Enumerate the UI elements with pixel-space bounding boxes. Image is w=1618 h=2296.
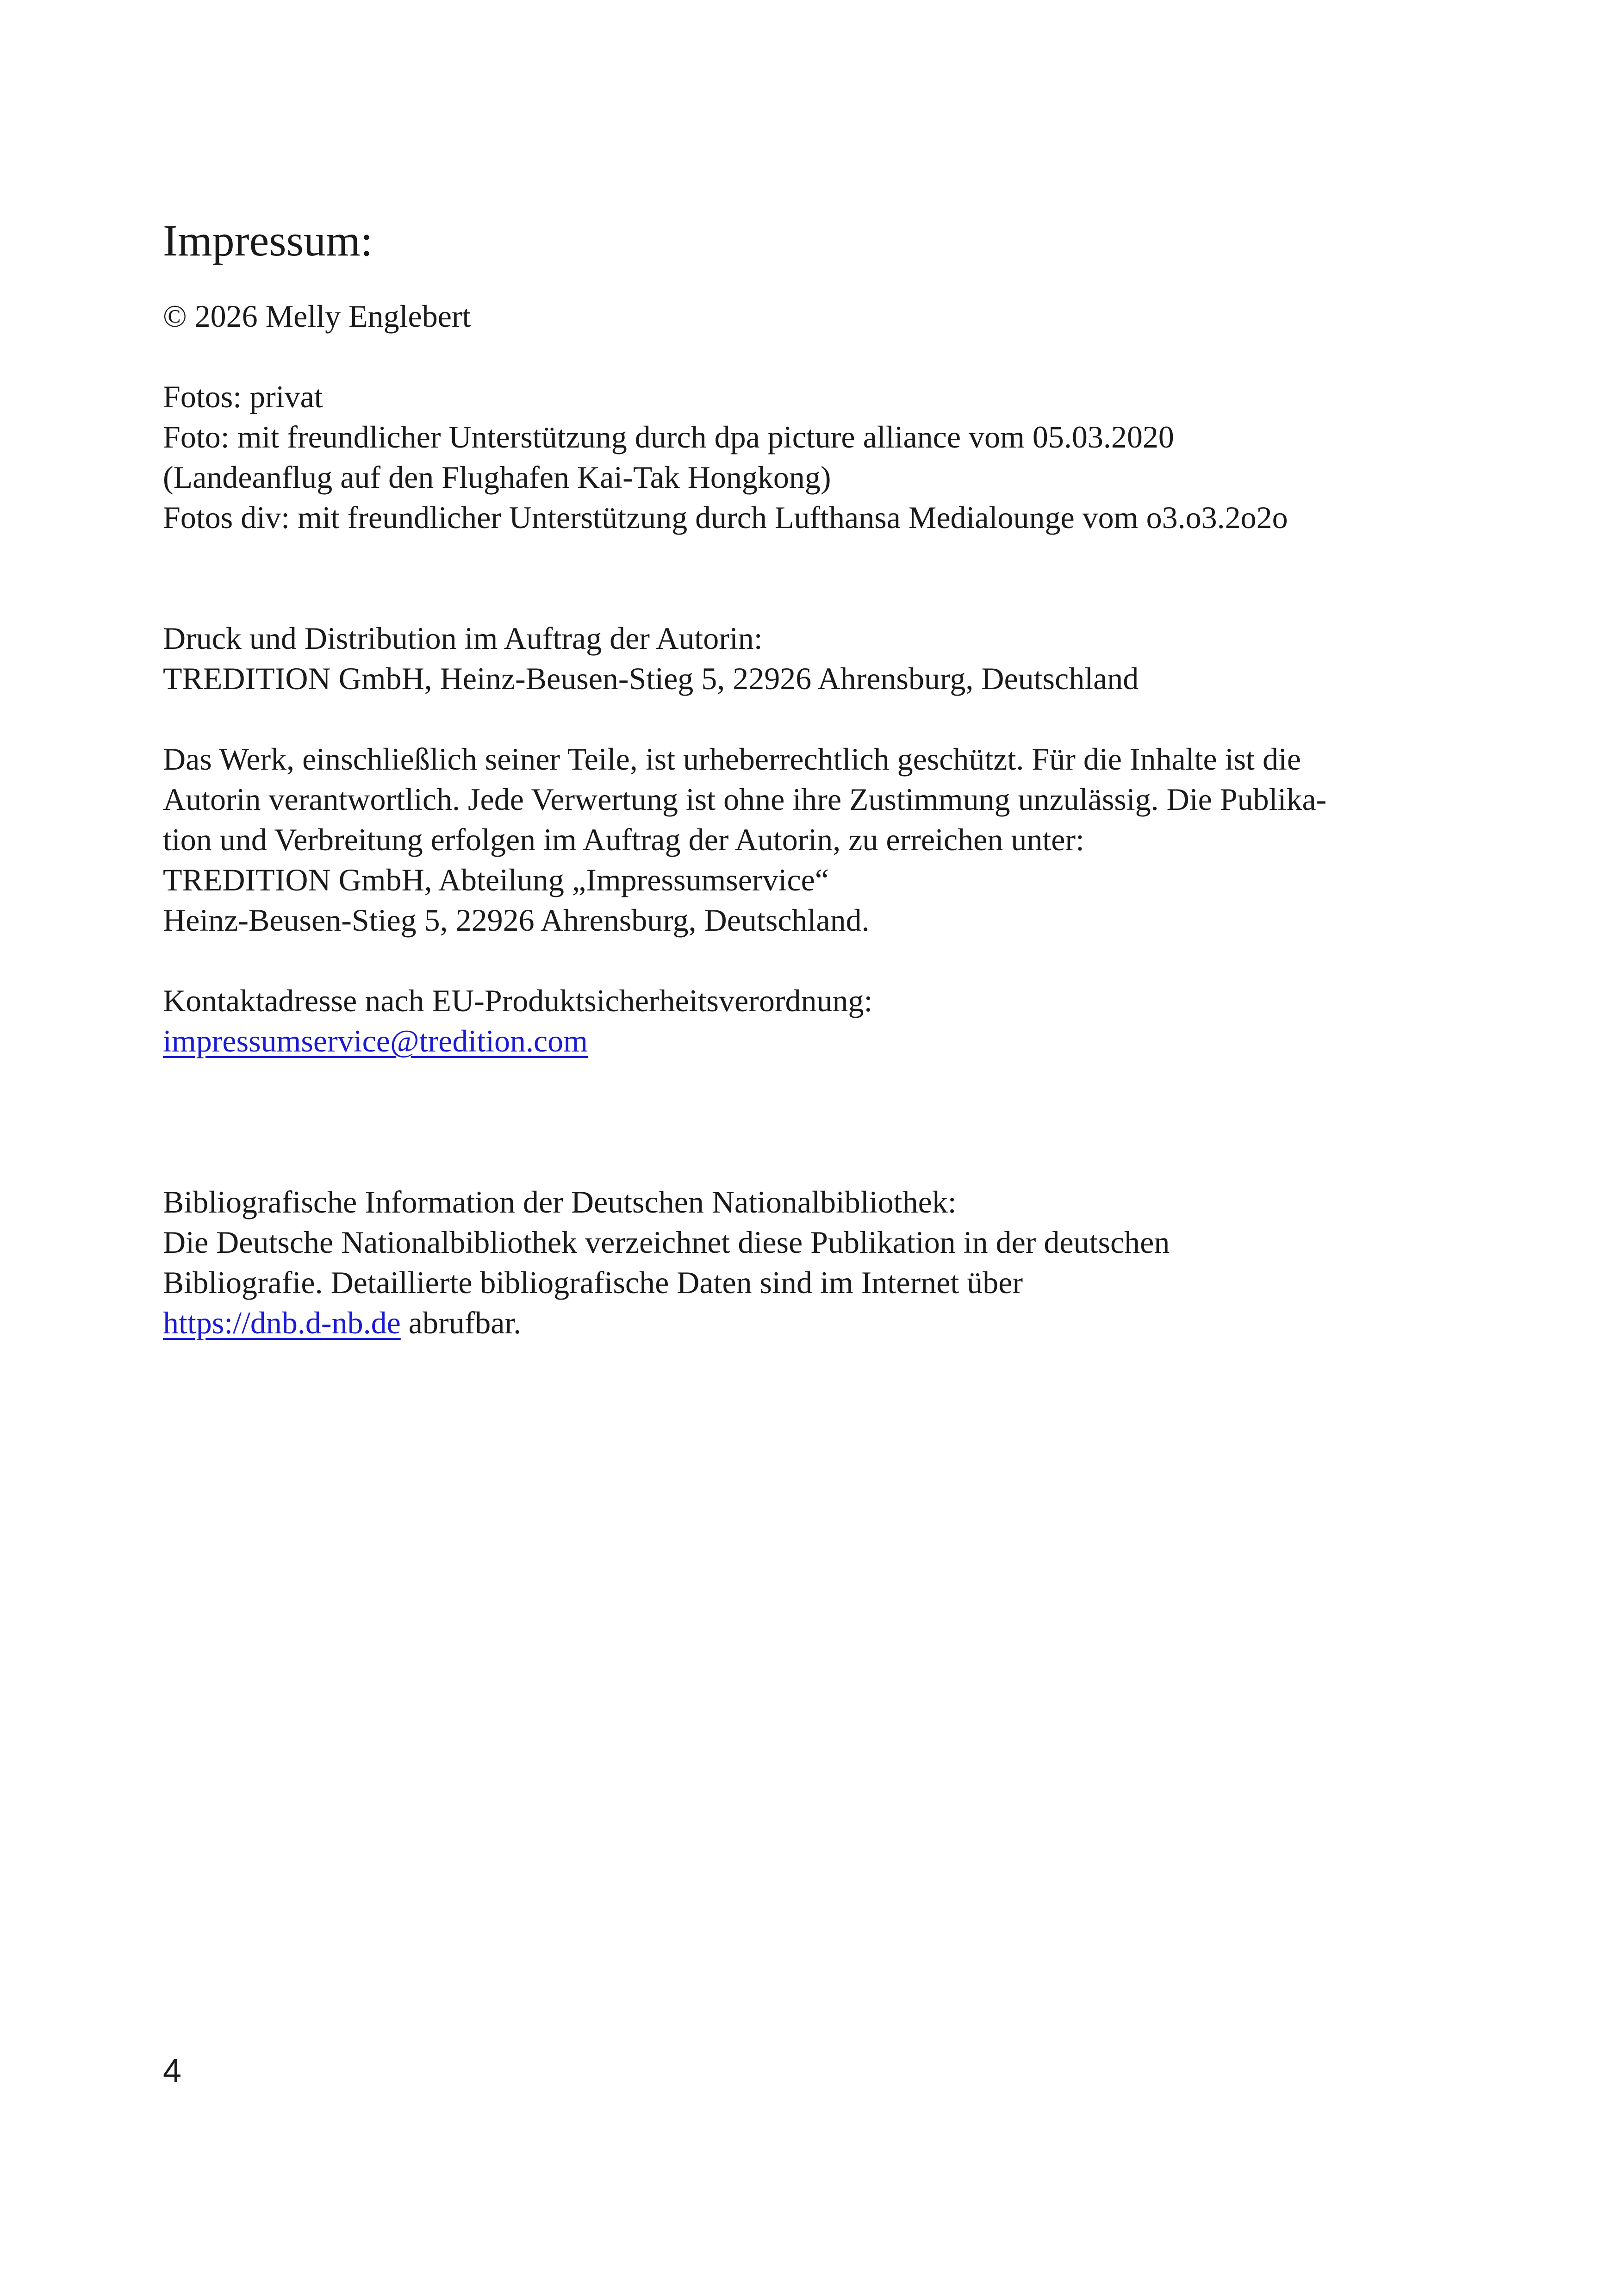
contact-block xyxy=(163,981,1459,1061)
rights-line: Autorin verantwortlich. Jede Verwertung ist ohne ihre Zustimmung unzulässig. Die Publika- xyxy=(163,782,1327,817)
copyright-block xyxy=(163,296,1459,336)
print-distribution-block xyxy=(163,618,1459,699)
photo-credit-line: Fotos: privat xyxy=(163,379,323,414)
bibliography-suffix: abrufbar. xyxy=(400,1305,522,1340)
copyright-notice-block xyxy=(163,739,1459,940)
imprint-content xyxy=(163,213,1459,1383)
contact-label: Kontaktadresse nach EU-Produktsicherheitsverordnung: xyxy=(163,983,873,1018)
photo-credit-line: Fotos div: mit freundlicher Unterstützung durch Lufthansa Medialounge vom o3.o3.2o2o xyxy=(163,500,1288,535)
photo-credits-block xyxy=(163,377,1459,538)
rights-line: Das Werk, einschließlich seiner Teile, ist urheberrechtlich geschützt. Für die Inhalte ist die xyxy=(163,741,1301,777)
copyright-line: © 2026 Melly Englebert xyxy=(163,299,471,334)
page-title: Impressum: xyxy=(163,216,373,265)
rights-line: Heinz-Beusen-Stieg 5, 22926 Ahrensburg, Deutschland. xyxy=(163,902,870,938)
rights-line: TREDITION GmbH, Abteilung „Impressumservice“ xyxy=(163,862,829,897)
bibliography-line: Bibliografische Information der Deutschen Nationalbibliothek: xyxy=(163,1184,957,1220)
bibliography-line: Die Deutsche Nationalbibliothek verzeichnet diese Publikation in der deutschen xyxy=(163,1225,1170,1260)
bibliography-block xyxy=(163,1182,1459,1343)
contact-email-link[interactable]: impressumservice@tredition.com xyxy=(163,1023,588,1058)
photo-credit-line: Foto: mit freundlicher Unterstützung durch dpa picture alliance vom 05.03.2020 xyxy=(163,419,1174,454)
bibliography-line: Bibliografie. Detaillierte bibliografische Daten sind im Internet über xyxy=(163,1265,1023,1300)
bibliography-link-line xyxy=(163,1303,1459,1343)
page-number: 4 xyxy=(163,2053,182,2090)
print-line: TREDITION GmbH, Heinz-Beusen-Stieg 5, 22926 Ahrensburg, Deutschland xyxy=(163,661,1139,696)
dnb-link[interactable]: https://dnb.d-nb.de xyxy=(163,1305,401,1340)
rights-line: tion und Verbreitung erfolgen im Auftrag der Autorin, zu erreichen unter: xyxy=(163,822,1084,857)
contact-email-line xyxy=(163,1021,1459,1061)
print-line: Druck und Distribution im Auftrag der Autorin: xyxy=(163,621,763,656)
photo-credit-line: (Landeanflug auf den Flughafen Kai-Tak Hongkong) xyxy=(163,460,831,495)
